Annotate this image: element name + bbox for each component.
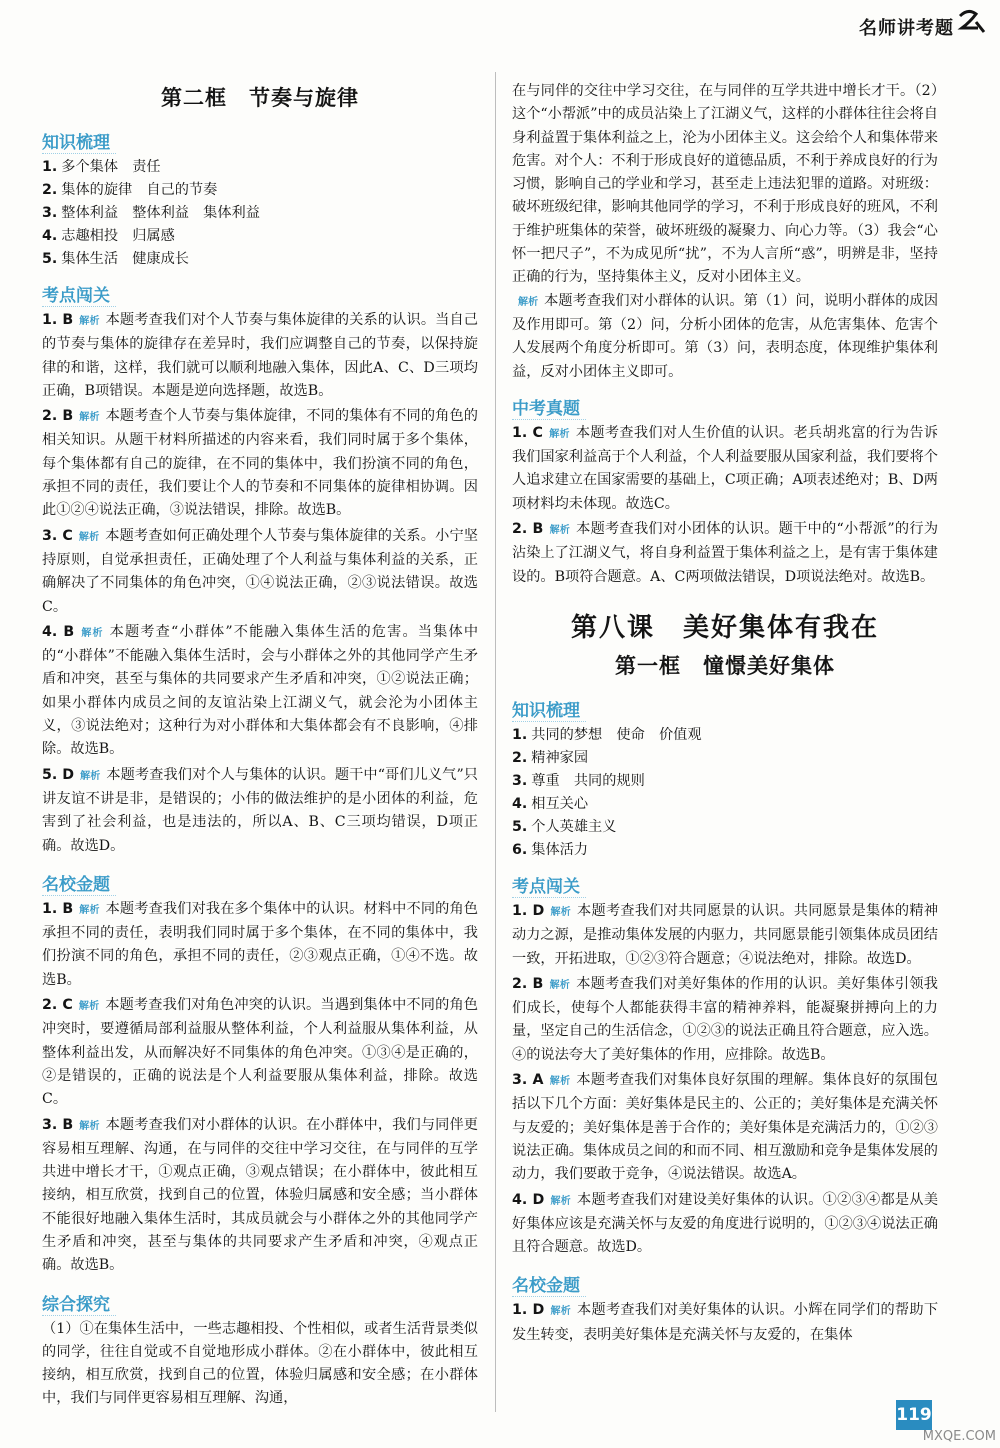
brand-logo-icon bbox=[954, 6, 988, 36]
answer-item: 2. B 解析 本题考查我们对美好集体的作用的认识。美好集体引领我们成长，使每个人都能获得丰富的精神养料，能凝聚拼搏向上的力量，坚定自己的生活信念，①②③的说法正确且符合题意，应入选。④的说法夸大了美好集体的作用，应排除。故选B。 bbox=[512, 975, 938, 1063]
list-item: 3. 尊重 共同的规则 bbox=[512, 772, 645, 789]
section-mingxiao: 名校金题 bbox=[42, 870, 116, 896]
zhongkao-list bbox=[512, 422, 938, 589]
frame-title: 第一框 憧憬美好集体 bbox=[615, 653, 835, 678]
answer-item: 3. C 解析 本题考查如何正确处理个人节奏与集体旋律的关系。小宁坚持原则，自觉承担责任，正确处理了个人利益与集体利益的关系，正确解决了不同集体的角色冲突，①④说法正确，②③说法错误。故选C。 bbox=[42, 527, 478, 615]
right-column bbox=[512, 80, 938, 1349]
lesson-title: 第八课 美好集体有我在 bbox=[570, 612, 879, 643]
list-item: 5. 集体生活 健康成长 bbox=[42, 251, 189, 267]
answer-item: 2. B 解析 本题考查个人节奏与集体旋律，不同的集体有不同的角色的相关知识。从题干材料所描述的内容来看，我们同时属于多个集体，每个集体都有自己的旋律，在不同的集体中，我们扮演不同的角色，承担不同的责任，我们要让个人的节奏和不同集体的旋律相协调。因此①②④说法正确，③说法错误，排除。故选B。 bbox=[42, 408, 478, 519]
zonghe-text: （1）①在集体生活中，一些志趣相投、个性相似，或者生活背景类似的同学，往往自觉或不自觉地形成小群体。②在小群体中，彼此相互接纳，相互欣赏，找到自己的位置，体验归属感和安全感；在小群体中，我们与同伴更容易相互理解、沟通， bbox=[42, 1320, 478, 1407]
answer-item: 3. B 解析 本题考查我们对小群体的认识。在小群体中，我们与同伴更容易相互理解、沟通，在与同伴的交往中学习交往，在与同伴的互学共进中增长才干，①观点正确，③观点错误；在小群体中，彼此相互接纳，相互欣赏，找到自己的位置，体验归属感和安全感；当小群体不能很好地融入集体生活时，其成员就会与小群体之外的其他同学产生矛盾和冲突，甚至与集体的共同要求产生矛盾和冲突，④观点正确。故选B。 bbox=[42, 1116, 478, 1274]
mingxiao-list bbox=[42, 898, 478, 1278]
zhishi-list bbox=[512, 724, 938, 862]
mingxiao-list bbox=[512, 1299, 938, 1347]
list-item: 2. 集体的旋律 自己的节奏 bbox=[42, 182, 218, 198]
watermark: MXQE.COM bbox=[922, 1429, 996, 1444]
kaodian-list bbox=[512, 900, 938, 1259]
answer-item: 2. B 解析 本题考查我们对小团体的认识。题干中的“小帮派”的行为沾染上了江湖义气，将自身利益置于集体利益之上，是有害于集体建设的。B项符合题意。A、C两项做法错误，D项说法绝对。故选B。 bbox=[512, 521, 939, 585]
left-column bbox=[42, 74, 478, 1411]
list-item: 6. 集体活力 bbox=[512, 841, 589, 858]
answer-item: 2. C 解析 本题考查我们对角色冲突的认识。当遇到集体中不同的角色冲突时，要遵循局部利益服从整体利益，个人利益服从集体利益，从整体利益出发，从而解决好不同集体的角色冲突。①③④是正确的，②是错误的，正确的说法是个人利益要服从集体利益，排除。故选C。 bbox=[42, 997, 478, 1108]
list-item: 1. 共同的梦想 使命 价值观 bbox=[512, 726, 702, 743]
page-number: 119 bbox=[896, 1400, 932, 1430]
answer-item: 1. B 解析 本题考查我们对个人节奏与集体旋律的关系的认识。当自己的节奏与集体的旋律存在差异时，我们应调整自己的节奏，以保持旋律的和谐，这样，我们就可以顺利地融入集体，因此A、C、D三项均正确，B项错误。本题是逆向选择题，故选B。 bbox=[42, 312, 478, 399]
list-item: 3. 整体利益 整体利益 集体利益 bbox=[42, 205, 260, 221]
list-item: 5. 个人英雄主义 bbox=[512, 818, 617, 835]
section-zhongkao: 中考真题 bbox=[512, 394, 586, 420]
section-kaodian: 考点闯关 bbox=[42, 281, 116, 307]
section-mingxiao: 名校金题 bbox=[512, 1271, 586, 1297]
list-item: 1. 多个集体 责任 bbox=[42, 159, 161, 175]
list-item: 4. 相互关心 bbox=[512, 795, 589, 812]
zhishi-list bbox=[42, 156, 478, 271]
answer-item: 1. C 解析 本题考查我们对人生价值的认识。老兵胡兆富的行为告诉我们国家利益高于个人利益，个人利益要服从国家利益，我们要将个人追求建立在国家需要的基础上，C项正确；A项表述绝对；B、D两项材料均未体现。故选C。 bbox=[512, 424, 938, 512]
continued-analysis: 解析 本题考查我们对小群体的认识。第（1）问，说明小群体的成因及作用即可。第（2）问，分析小团体的危害，从危害集体、危害个人发展两个角度分析即可。第（3）问，表明态度，体现维护集体利益，反对小团体主义即可。 bbox=[512, 292, 939, 380]
frame-title: 第二框 节奏与旋律 bbox=[161, 86, 359, 110]
answer-item: 1. B 解析 本题考查我们对我在多个集体中的认识。材料中不同的角色承担不同的责任，表明我们同时属于多个集体，在不同的集体中，我们扮演不同的角色，承担不同的责任，②③观点正确，①④不选。故选B。 bbox=[42, 900, 478, 988]
answer-item: 3. A 解析 本题考查我们对集体良好氛围的理解。集体良好的氛围包括以下几个方面：美好集体是民主的、公正的；美好集体是充满关怀与友爱的；美好集体是善于合作的；美好集体是充满活力的，①②③说法正确。集体成员之间的和而不同、相互激励和竞争是集体发展的动力，我们要敢于竞争，④说法错误。故选A。 bbox=[512, 1072, 938, 1183]
list-item: 4. 志趣相投 归属感 bbox=[42, 228, 175, 244]
answer-item: 1. D 解析 本题考查我们对共同愿景的认识。共同愿景是集体的精神动力之源，是推动集体发展的内驱力，共同愿景能引领集体成员团结一致，开拓进取，①②③符合题意；④说法绝对，排除。故选D。 bbox=[512, 902, 939, 967]
continued-answer: 在与同伴的交往中学习交往，在与同伴的互学共进中增长才干。（2）这个“小帮派”中的成员沾染上了江湖义气，这样的小群体往往会将自身利益置于集体利益之上，沦为小团体主义。这会给个人和集体带来危害。对个人：不利于形成良好的道德品质，不利于养成良好的行为习惯，影响自己的学业和学习，甚至走上违法犯罪的道路。对班级：破坏班级纪律，影响其他同学的学习，不利于形成良好的班风，不利于维护班集体的荣誉，破坏班级的凝聚力、向心力等。（3）我会“心怀一把尺子”，不为成见所“扰”，不为人言所“惑”，明辨是非，坚持正确的行为，坚持集体主义，反对小团体主义。 bbox=[512, 83, 938, 286]
section-kaodian: 考点闯关 bbox=[512, 872, 586, 898]
answer-item: 5. D 解析 本题考查我们对个人与集体的认识。题干中“哥们儿义气”只讲友谊不讲是非，是错误的；小伟的做法维护的是小团体的利益，危害到了社会利益，也是违法的，所以A、B、C三项均错误，D项正确。故选D。 bbox=[42, 766, 478, 854]
section-zhishi: 知识梳理 bbox=[42, 128, 116, 154]
section-zonghe: 综合探究 bbox=[42, 1290, 116, 1316]
list-item: 2. 精神家园 bbox=[512, 749, 589, 766]
column-divider bbox=[495, 72, 496, 1412]
brand-title: 名师讲考题 bbox=[859, 18, 954, 39]
answer-item: 4. D 解析 本题考查我们对建设美好集体的认识。①②③④都是从美好集体应该是充满关怀与友爱的角度进行说明的，①②③④说法正确且符合题意。故选D。 bbox=[512, 1191, 939, 1256]
section-zhishi: 知识梳理 bbox=[512, 696, 586, 722]
answer-item: 4. B 解析 本题考查“小群体”不能融入集体生活的危害。当集体中的“小群体”不能融入集体生活时，会与小群体之外的其他同学产生矛盾和冲突，甚至与集体的共同要求产生矛盾和冲突，①②说法正确；如果小群体内成员之间的友谊沾染上江湖义气，就会沦为小团体主义，③说法绝对；这种行为对小群体和大集体都会有不良影响，④排除。故选B。 bbox=[42, 623, 479, 758]
answer-item: 1. D 解析 本题考查我们对美好集体的认识。小辉在同学们的帮助下发生转变，表明美好集体是充满关怀与友爱的，在集体 bbox=[512, 1302, 939, 1343]
kaodian-list bbox=[42, 309, 478, 858]
